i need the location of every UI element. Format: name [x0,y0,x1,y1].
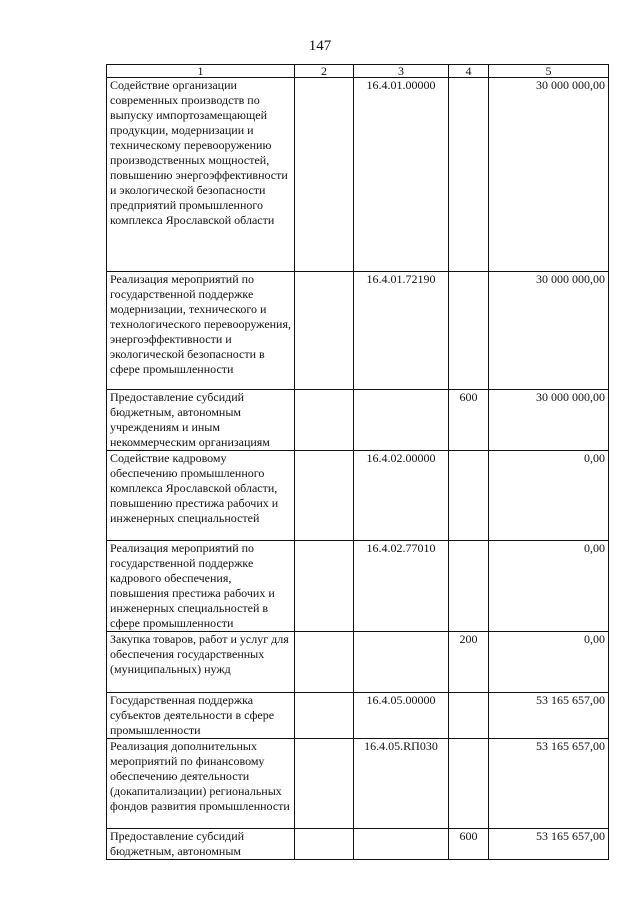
row-code: 16.4.05.00000 [354,693,449,739]
table-row [107,829,609,860]
row-col2 [295,693,354,739]
row-code [354,632,449,693]
row-code: 16.4.02.00000 [354,451,449,541]
row-type: 200 [449,632,489,693]
row-type [449,541,489,632]
row-type [449,272,489,390]
column-header-1: 1 [107,65,295,78]
row-col2 [295,451,354,541]
row-col2 [295,541,354,632]
budget-table [106,64,609,860]
row-col2 [295,829,354,860]
row-amount: 30 000 000,00 [489,78,609,272]
row-code: 16.4.01.72190 [354,272,449,390]
row-type [449,739,489,829]
table-row [107,632,609,693]
row-name: Закупка товаров, работ и услуг для обеспечения государственных (муниципальных) нужд [107,632,295,693]
row-amount: 0,00 [489,451,609,541]
row-code: 16.4.02.77010 [354,541,449,632]
row-type [449,78,489,272]
table-row [107,739,609,829]
table-row [107,451,609,541]
row-name: Содействие кадровому обеспечению промышленного комплекса Ярославской области, повышению престижа рабочих и инженерных специальностей [107,451,295,541]
row-col2 [295,632,354,693]
table-row [107,78,609,272]
row-amount: 0,00 [489,632,609,693]
table-row [107,541,609,632]
row-amount: 53 165 657,00 [489,739,609,829]
row-col2 [295,739,354,829]
column-header-2: 2 [295,65,354,78]
table-header-row [107,65,609,78]
row-col2 [295,78,354,272]
row-code: 16.4.05.RП030 [354,739,449,829]
row-name: Реализация мероприятий по государственной поддержке кадрового обеспечения, повышения престижа рабочих и инженерных специальностей в сфере промышленности [107,541,295,632]
row-type: 600 [449,390,489,451]
row-amount: 30 000 000,00 [489,272,609,390]
column-header-5: 5 [489,65,609,78]
table-row [107,390,609,451]
row-code [354,390,449,451]
row-name: Реализация дополнительных мероприятий по финансовому обеспечению деятельности (докапитализации) региональных фондов развития промышленности [107,739,295,829]
row-code: 16.4.01.00000 [354,78,449,272]
column-header-3: 3 [354,65,449,78]
row-col2 [295,390,354,451]
row-name: Реализация мероприятий по государственной поддержке модернизации, технического и технологического перевооружения, энергоэффективности и экологической безопасности в сфере промышленности [107,272,295,390]
row-name: Содействие организации современных производств по выпуску импортозамещающей продукции, модернизации и техническому перевооружению производственных мощностей, повышению энергоэффективности и экологической безопасности предприятий промышленного комплекса Ярославской области [107,78,295,272]
row-name: Предоставление субсидий бюджетным, автономным [107,829,295,860]
row-amount: 53 165 657,00 [489,693,609,739]
row-amount: 53 165 657,00 [489,829,609,860]
row-name: Предоставление субсидий бюджетным, автономным учреждениям и иным некоммерческим организациям [107,390,295,451]
row-name: Государственная поддержка субъектов деятельности в сфере промышленности [107,693,295,739]
row-amount: 0,00 [489,541,609,632]
page-number: 147 [308,38,332,54]
row-amount: 30 000 000,00 [489,390,609,451]
row-type: 600 [449,829,489,860]
row-col2 [295,272,354,390]
row-code [354,829,449,860]
row-type [449,693,489,739]
column-header-4: 4 [449,65,489,78]
row-type [449,451,489,541]
table-row [107,272,609,390]
table-row [107,693,609,739]
